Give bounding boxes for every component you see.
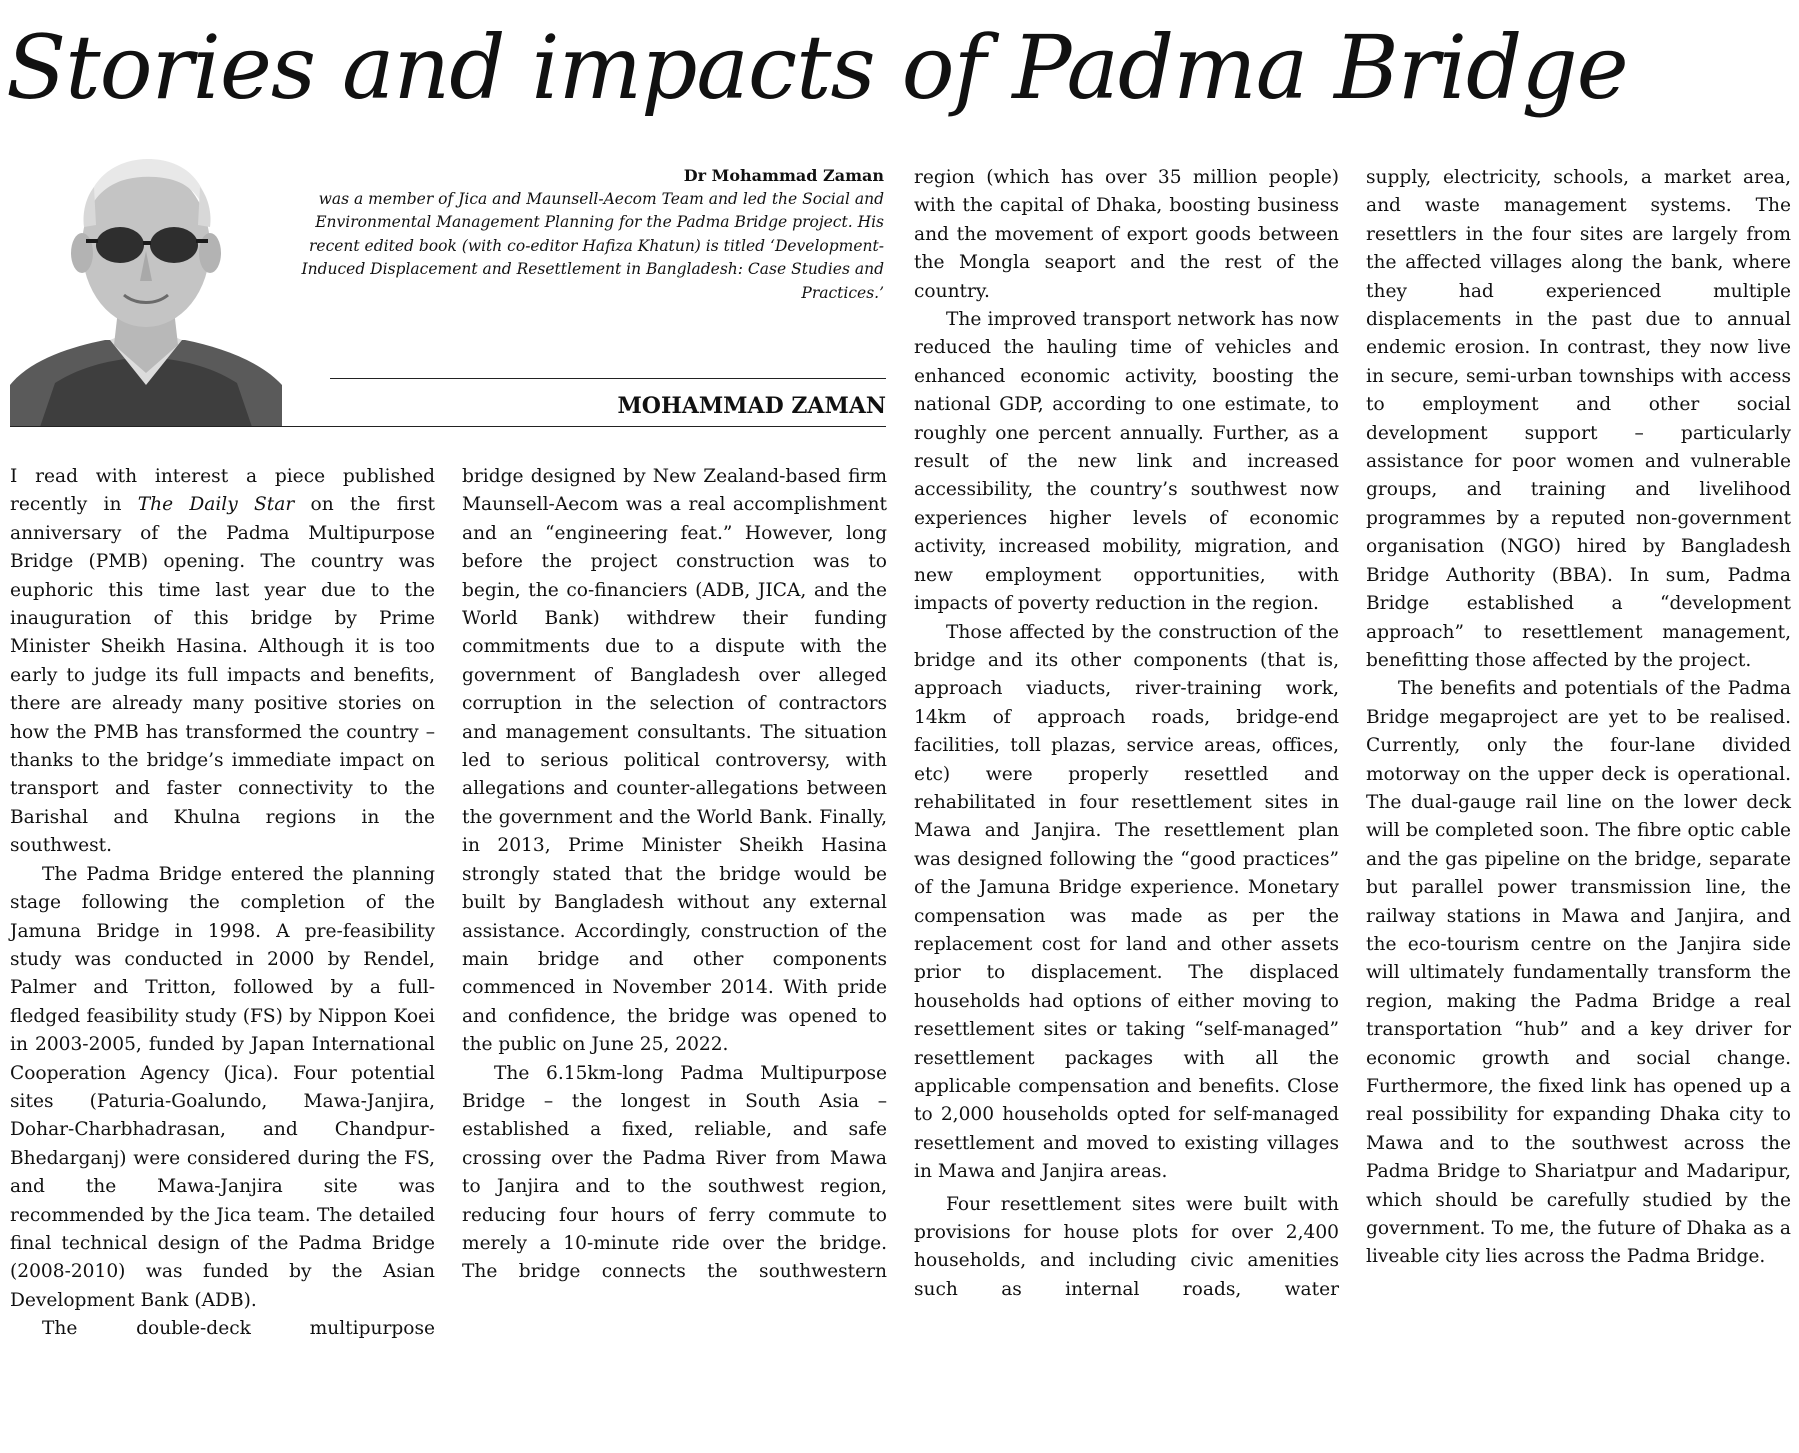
article-column-1 bbox=[10, 463, 435, 1344]
article-column-4 bbox=[1366, 164, 1791, 1272]
author-info bbox=[290, 164, 884, 305]
paragraph: The Padma Bridge entered the planning stage following the completion of the Jamuna Bridge in 1998. A pre-feasibility study was conducted in 2000 by Rendel, Palmer and Tritton, followed by a full-fledged feasibility study (FS) by Nippon Koei in 2003-2005, funded by Japan International Cooperation Agency (Jica). Four potential sites (Paturia-Goalundo, Mawa-Janjira, Dohar-Charbhadrasan, and Chandpur-Bhedarganj) were considered during the FS, and the Mawa-Janjira site was recommended by the Jica team. The detailed final technical design of the Padma Bridge (2008-2010) was funded by the Asian Development Bank (ADB). bbox=[10, 863, 435, 1311]
header-divider bbox=[10, 426, 886, 427]
paragraph: region (which has over 35 million people) with the capital of Dhaka, boosting business and the movement of export goods between the Mongla seaport and the rest of the country. bbox=[914, 167, 1339, 302]
article-column-3 bbox=[914, 164, 1339, 1304]
author-name: Dr Mohammad Zaman bbox=[683, 166, 884, 185]
article-column-2 bbox=[462, 463, 887, 1287]
paragraph: The improved transport network has now reduced the hauling time of vehicles and enhanced economic activity, boosting the national GDP, according to one estimate, to roughly one percent annually. Further, as a result of the new link and increased accessibility, the country’s southwest now experiences higher levels of economic activity, increased mobility, migration, and new employment opportunities, with impacts of poverty reduction in the region. bbox=[914, 309, 1339, 615]
paragraph: The double-deck multipurpose bbox=[42, 1318, 435, 1340]
byline-divider bbox=[330, 378, 886, 379]
publication-name: The Daily Star bbox=[137, 494, 295, 516]
paragraph: bridge designed by New Zealand-based firm Maunsell-Aecom was a real accomplishment and an “engineering feat.” However, long before the project construction was to begin, the co-financiers (ADB, JICA, and the World Bank) withdrew their funding commitments due to a dispute with the government of Bangladesh over alleged corruption in the selection of contractors and management consultants. The situation led to serious political controversy, with allegations and counter-allegations between the government and the World Bank. Finally, in 2013, Prime Minister Sheikh Hasina strongly stated that the bridge would be built by Bangladesh without any external assistance. Accordingly, construction of the main bridge and other components commenced in November 2014. With pride and confidence, the bridge was opened to the public on June 25, 2022. bbox=[462, 466, 887, 1056]
paragraph bbox=[10, 463, 435, 861]
author-portrait-icon bbox=[10, 135, 282, 427]
byline: MOHAMMAD ZAMAN bbox=[617, 393, 886, 419]
paragraph: Those affected by the construction of the bridge and its other components (that is, approach viaducts, river-training work, 14km of approach roads, bridge-end facilities, toll plazas, service areas, offices, etc) were properly resettled and rehabilitated in four resettlement sites in Mawa and Janjira. The resettlement plan was designed following the “good practices” of the Jamuna Bridge experience. Monetary compensation was made as per the replacement cost for land and other assets prior to displacement. The displaced households had options of either moving to resettlement sites or taking “self-managed” resettlement packages with all the applicable compensation and benefits. Close to 2,000 households opted for self-managed resettlement and moved to existing villages in Mawa and Janjira areas. bbox=[914, 621, 1339, 1183]
paragraph: Four resettlement sites were built with provisions for house plots for over 2,400 households, and including civic amenities such as internal roads, water bbox=[914, 1193, 1339, 1300]
headline: Stories and impacts of Padma Bridge bbox=[6, 16, 1628, 119]
paragraph-text: on the first anniversary of the Padma Multipurpose Bridge (PMB) opening. The country was euphoric this time last year due to the inauguration of this bridge by Prime Minister Sheikh Hasina. Although it is too early to judge its full impacts and benefits, there are already many positive stories on how the PMB has transformed the country – thanks to the bridge’s immediate impact on transport and faster connectivity to the Barishal and Khulna regions in the southwest. bbox=[10, 494, 436, 857]
paragraph-text: I read with interest a piece published recently in bbox=[10, 466, 435, 516]
paragraph: The benefits and potentials of the Padma Bridge megaproject are yet to be realised. Currently, only the four-lane divided motorway on the upper deck is operational. The dual-gauge rail line on the lower deck will be completed soon. The fibre optic cable and the gas pipeline on the bridge, separate but parallel power transmission line, the railway stations in Mawa and Janjira, and the eco-tourism centre on the Janjira side will ultimately fundamentally transform the region, making the Padma Bridge a real transportation “hub” and a key driver for economic growth and social change. Furthermore, the fixed link has opened up a real possibility for expanding Dhaka city to Mawa and to the southwest across the Padma Bridge to Shariatpur and Madaripur, which should be carefully studied by the government. To me, the future of Dhaka as a liveable city lies across the Padma Bridge. bbox=[1366, 678, 1791, 1268]
paragraph: supply, electricity, schools, a market area, and waste management systems. The resettlers in the four sites are largely from the affected villages along the bank, where they had experienced multiple displacements in the past due to annual endemic erosion. In contrast, they now live in secure, semi-urban townships with access to employment and other social development support – particularly assistance for poor women and vulnerable groups, and training and livelihood programmes by a reputed non-government organisation (NGO) hired by Bangladesh Bridge Authority (BBA). In sum, Padma Bridge established a “development approach” to resettlement management, benefitting those affected by the project. bbox=[1366, 167, 1791, 671]
author-bio: was a member of Jica and Maunsell-Aecom Team and led the Social and Environmental Management Planning for the Padma Bridge project. His recent edited book (with co-editor Hafiza Khatun) is titled ‘Development-Induced Displacement and Resettlement in Bangladesh: Case Studies and Practices.’ bbox=[301, 190, 884, 302]
paragraph: The 6.15km-long Padma Multipurpose Bridge – the longest in South Asia – established a fixed, reliable, and safe crossing over the Padma River from Mawa to Janjira and to the southwest region, reducing four hours of ferry commute to merely a 10-minute ride over the bridge. The bridge connects the southwestern bbox=[462, 1062, 887, 1283]
